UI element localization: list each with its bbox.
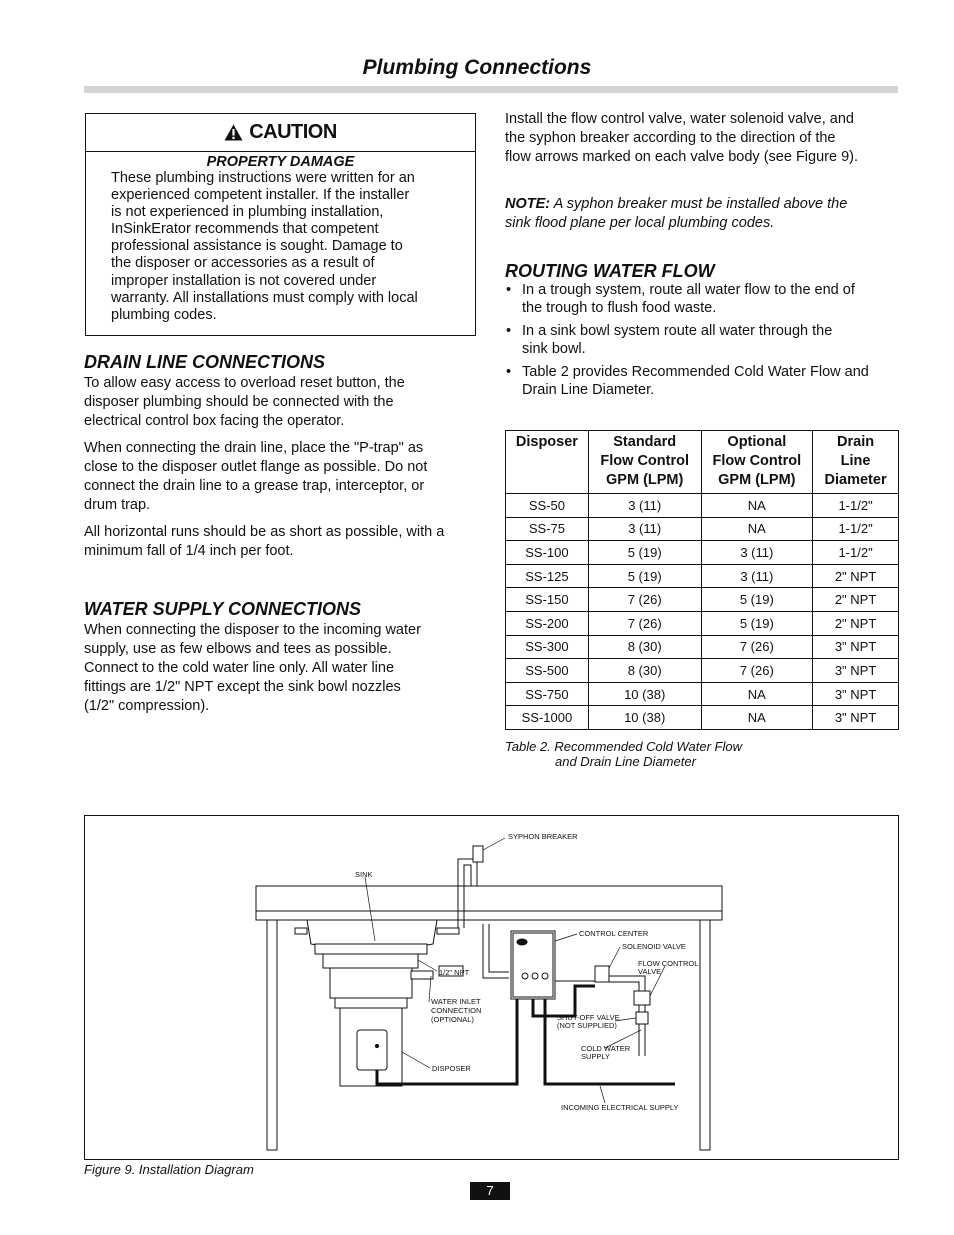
table-cell: SS-200	[506, 611, 589, 635]
table-header-row	[506, 431, 899, 494]
caption-line: Table 2. Recommended Cold Water Flow	[505, 739, 743, 754]
label-solenoid-valve: SOLENOID VALVE	[622, 942, 686, 951]
table-cell: 7 (26)	[588, 611, 701, 635]
table-cell: 1-1/2"	[813, 541, 899, 565]
note-label: NOTE:	[505, 196, 551, 212]
installation-diagram-frame	[84, 815, 899, 1160]
label-disposer: DISPOSER	[432, 1064, 471, 1073]
table-cell: SS-500	[506, 659, 589, 683]
caution-header	[86, 114, 475, 152]
drain-paragraph-1	[84, 374, 484, 431]
text-line: Table 2 provides Recommended Cold Water Flow and	[522, 364, 869, 380]
text-line: In a trough system, route all water flow to the end of	[522, 282, 855, 298]
caution-line: the disposer or accessories as a result of	[111, 255, 375, 272]
label-water-inlet: (OPTIONAL)	[431, 1015, 474, 1024]
table-cell: 8 (30)	[588, 659, 701, 683]
table-caption	[505, 739, 742, 769]
caution-line: professional assistance is sought. Damage to	[111, 238, 403, 255]
header-line: Flow Control	[712, 453, 802, 469]
table-cell: 8 (30)	[588, 635, 701, 659]
label-water-inlet: WATER INLET	[431, 997, 481, 1006]
text-line: connect the drain line to a grease trap, interceptor, or	[84, 478, 425, 494]
table-cell: 3 (11)	[588, 517, 701, 541]
text-line: the syphon breaker according to the direction of the	[505, 130, 836, 146]
text-line: electrical control box facing the operator.	[84, 413, 345, 429]
header-line: Diameter	[824, 472, 887, 488]
label-syphon-breaker: SYPHON BREAKER	[508, 832, 578, 841]
caution-line: experienced competent installer. If the installer	[111, 187, 410, 204]
installation-diagram	[85, 816, 897, 1158]
table-cell: 3" NPT	[813, 682, 899, 706]
table-row	[506, 588, 899, 612]
table-cell: SS-150	[506, 588, 589, 612]
table-cell: 5 (19)	[701, 611, 813, 635]
table-cell: 10 (38)	[588, 706, 701, 730]
table-cell: 3 (11)	[701, 541, 813, 565]
drain-paragraph-3	[84, 523, 484, 561]
table-cell: SS-50	[506, 494, 589, 518]
caution-line: plumbing codes.	[111, 306, 217, 323]
label-shutoff-valve: SHUT-OFF VALVE	[557, 1013, 620, 1022]
text-line: supply, use as few elbows and tees as possible.	[84, 641, 392, 657]
title-rule	[84, 86, 898, 93]
table-row	[506, 682, 899, 706]
caution-line: improper installation is not covered under	[111, 272, 377, 289]
install-note	[505, 195, 905, 233]
header-line: GPM (LPM)	[606, 472, 684, 488]
text-line: When connecting the drain line, place the "P-trap" as	[84, 440, 424, 456]
caption-line: and Drain Line Diameter	[555, 754, 696, 769]
table-cell: 10 (38)	[588, 682, 701, 706]
header-line: Standard	[613, 434, 677, 450]
table-leg	[700, 920, 710, 1150]
table-cell: SS-125	[506, 564, 589, 588]
drain-heading: DRAIN LINE CONNECTIONS	[84, 352, 326, 372]
caution-heading: CAUTION	[249, 121, 337, 143]
header-line: Optional	[727, 434, 787, 450]
table-cell: 7 (26)	[701, 659, 813, 683]
routing-heading: ROUTING WATER FLOW	[505, 261, 715, 281]
table-cell: 3" NPT	[813, 659, 899, 683]
syphon-breaker	[473, 846, 483, 862]
table-leg	[267, 920, 277, 1150]
text-line: Drain Line Diameter.	[522, 381, 655, 398]
table-row	[506, 494, 899, 518]
text-line: To allow easy access to overload reset button, the	[84, 375, 405, 391]
header-drain-diameter	[813, 431, 899, 494]
table-row	[506, 659, 899, 683]
bullet-dot: •	[506, 323, 512, 339]
text-line: flow arrows marked on each valve body (see Figure 9).	[505, 149, 858, 165]
header-line: Line	[840, 453, 871, 469]
table-cell: 3 (11)	[588, 494, 701, 518]
table-row	[506, 611, 899, 635]
label-flow-control: VALVE	[638, 967, 662, 976]
table-cell: 5 (19)	[701, 588, 813, 612]
caution-line: warranty. All installations must comply with local	[111, 289, 418, 306]
routing-bullet-list	[505, 282, 900, 405]
text-line: sink bowl.	[522, 340, 586, 357]
table-cell: 2" NPT	[813, 564, 899, 588]
note-text: A syphon breaker must be installed above the	[550, 196, 848, 212]
table-cell: NA	[701, 494, 813, 518]
text-line: minimum fall of 1/4 inch per foot.	[84, 543, 294, 559]
table-cell: 7 (26)	[588, 588, 701, 612]
control-box	[357, 1030, 387, 1070]
disposer-upper	[330, 968, 412, 998]
text-line: All horizontal runs should be as short as possible, with a	[84, 524, 445, 540]
label-shutoff-valve: (NOT SUPPLIED)	[557, 1021, 617, 1030]
table-cell: 3" NPT	[813, 706, 899, 730]
header-line: Disposer	[515, 434, 578, 450]
table-cell: 1-1/2"	[813, 494, 899, 518]
text-line: the trough to flush food waste.	[522, 299, 717, 316]
label-cold-water: SUPPLY	[581, 1052, 611, 1061]
table-cell: SS-75	[506, 517, 589, 541]
text-line: Install the flow control valve, water solenoid valve, and	[505, 111, 854, 127]
table-cell: 5 (19)	[588, 564, 701, 588]
text-line: drum trap.	[84, 497, 151, 513]
table-top	[256, 886, 722, 920]
list-item	[505, 364, 900, 399]
table-cell: NA	[701, 517, 813, 541]
caution-subheading: PROPERTY DAMAGE	[206, 154, 355, 170]
table-cell: 3 (11)	[701, 564, 813, 588]
text-line: close to the disposer outlet flange as possible. Do not	[84, 459, 428, 475]
header-disposer	[506, 431, 589, 494]
list-item	[505, 282, 900, 317]
caution-line: InSinkErator recommends that competent	[111, 221, 379, 238]
bullet-dot: •	[506, 364, 512, 380]
figure-caption: Figure 9. Installation Diagram	[84, 1162, 254, 1177]
table-cell: NA	[701, 706, 813, 730]
header-line: Flow Control	[600, 453, 689, 469]
header-line: Drain	[837, 434, 875, 450]
warning-triangle-icon	[224, 124, 243, 141]
table-cell: 2" NPT	[813, 588, 899, 612]
table-row	[506, 541, 899, 565]
water-supply-heading: WATER SUPPLY CONNECTIONS	[84, 599, 362, 619]
header-line: GPM (LPM)	[718, 472, 796, 488]
header-standard-flow	[588, 431, 701, 494]
header-optional-flow	[701, 431, 813, 494]
list-item	[505, 323, 900, 358]
text-line: fittings are 1/2" NPT except the sink bowl nozzles	[84, 679, 401, 695]
flow-table	[505, 430, 899, 730]
label-flow-control: FLOW CONTROL	[638, 959, 699, 968]
caution-line: is not experienced in plumbing installation,	[111, 204, 384, 221]
page-title: Plumbing Connections	[362, 56, 592, 79]
text-line: In a sink bowl system route all water through the	[522, 323, 833, 339]
caution-line: These plumbing instructions were written for an	[111, 170, 415, 186]
label-npt: 1/2" NPT	[439, 968, 470, 977]
bullet-dot: •	[506, 282, 512, 298]
table-row	[506, 517, 899, 541]
flow-control-valve	[634, 991, 650, 1005]
table-cell: 3" NPT	[813, 635, 899, 659]
table-cell: 7 (26)	[701, 635, 813, 659]
shutoff-valve	[636, 1012, 648, 1024]
drain-paragraph-2	[84, 439, 484, 515]
water-supply-paragraph	[84, 621, 484, 716]
install-paragraph	[505, 110, 905, 167]
table-cell: 5 (19)	[588, 541, 701, 565]
text-line: disposer plumbing should be connected with the	[84, 394, 394, 410]
label-incoming-electrical: INCOMING ELECTRICAL SUPPLY	[561, 1103, 679, 1112]
table-row	[506, 706, 899, 730]
label-cold-water: COLD WATER	[581, 1044, 631, 1053]
table-cell: 2" NPT	[813, 611, 899, 635]
label-control-center: CONTROL CENTER	[579, 929, 649, 938]
text-line: (1/2" compression).	[84, 698, 210, 714]
table-cell: SS-750	[506, 682, 589, 706]
table-cell: 1-1/2"	[813, 517, 899, 541]
table-row	[506, 564, 899, 588]
table-cell: SS-300	[506, 635, 589, 659]
table-cell: SS-100	[506, 541, 589, 565]
solenoid-valve	[595, 966, 609, 982]
caution-text	[86, 170, 475, 324]
label-water-inlet: CONNECTION	[431, 1006, 482, 1015]
label-sink: SINK	[355, 870, 373, 879]
page-number: 7	[470, 1182, 510, 1200]
table-row	[506, 635, 899, 659]
text-line: When connecting the disposer to the incoming water	[84, 622, 421, 638]
table-cell: SS-1000	[506, 706, 589, 730]
table-cell: NA	[701, 682, 813, 706]
text-line: Connect to the cold water line only. All water line	[84, 660, 395, 676]
note-text: sink flood plane per local plumbing codes.	[505, 215, 775, 231]
caution-box	[85, 113, 476, 336]
